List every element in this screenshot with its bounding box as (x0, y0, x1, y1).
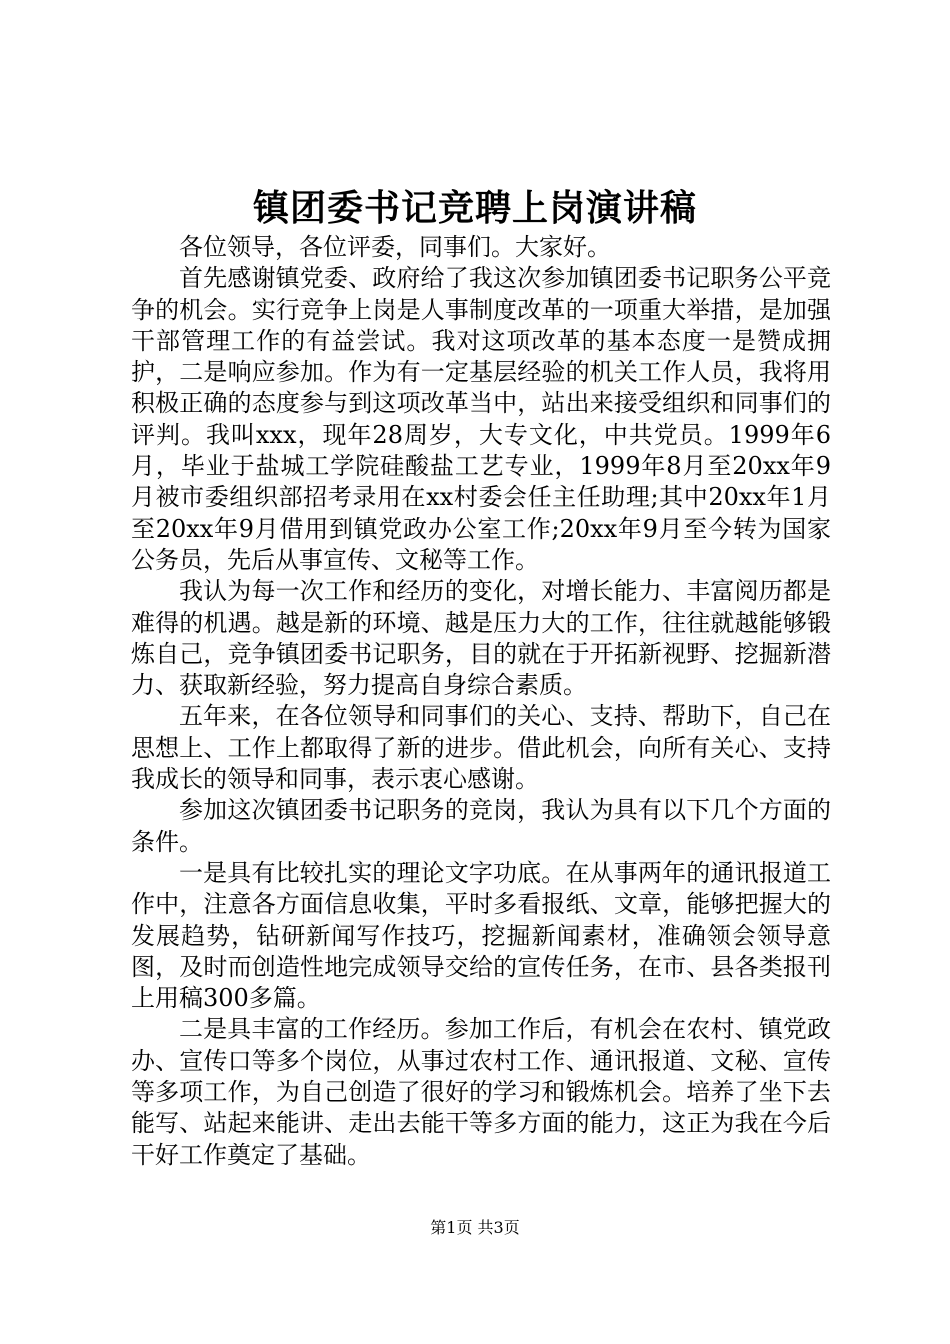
paragraph-motivation: 我认为每一次工作和经历的变化，对增长能力、丰富阅历都是难得的机遇。越是新的环境、越是压力大的工作，往往就越能够锻炼自己，竞争镇团委书记职务，目的就在于开拓新视野、挖掘新潜力、获取新经验，努力提高自身综合素质。 (131, 577, 831, 700)
document-title: 镇团委书记竞聘上岗演讲稿 (252, 187, 697, 229)
paragraph-conditions-intro: 参加这次镇团委书记职务的竞岗，我认为具有以下几个方面的条件。 (131, 796, 831, 856)
document-body (131, 232, 831, 1171)
paragraph-gratitude: 五年来，在各位领导和同事们的关心、支持、帮助下，自己在思想上、工作上都取得了新的进步。借此机会，向所有关心、支持我成长的领导和同事，表示衷心感谢。 (131, 702, 831, 794)
paragraph-greeting: 各位领导，各位评委，同事们。大家好。 (179, 233, 611, 261)
paragraph-condition-one: 一是具有比较扎实的理论文字功底。在从事两年的通讯报道工作中，注意各方面信息收集，平时多看报纸、文章，能够把握大的发展趋势，钻研新闻写作技巧，挖掘新闻素材，准确领会领导意图，及时而创造性地完成领导交给的宣传任务，在市、县各类报刊上用稿300多篇。 (131, 858, 831, 1013)
paragraph-condition-two: 二是具丰富的工作经历。参加工作后，有机会在农村、镇党政办、宣传口等多个岗位，从事过农村工作、通讯报道、文秘、宣传等多项工作，为自己创造了很好的学习和锻炼机会。培养了坐下去能写、站起来能讲、走出去能干等多方面的能力，这正为我在今后干好工作奠定了基础。 (131, 1015, 831, 1169)
paragraph-introduction: 首先感谢镇党委、政府给了我这次参加镇团委书记职务公平竞争的机会。实行竞争上岗是人事制度改革的一项重大举措，是加强干部管理工作的有益尝试。我对这项改革的基本态度一是赞成拥护，二是响应参加。作为有一定基层经验的机关工作人员，我将用积极正确的态度参与到这项改革当中，站出来接受组织和同事们的评判。我叫xxx，现年28周岁，大专文化，中共党员。1999年6月，毕业于盐城工学院硅酸盐工艺专业，1999年8月至20xx年9月被市委组织部招考录用在xx村委会任主任助理;其中20xx年1月至20xx年9月借用到镇党政办公室工作;20xx年9月至今转为国家公务员，先后从事宣传、文秘等工作。 (131, 264, 831, 574)
page-number-footer: 第1页 共3页 (430, 1218, 520, 1237)
